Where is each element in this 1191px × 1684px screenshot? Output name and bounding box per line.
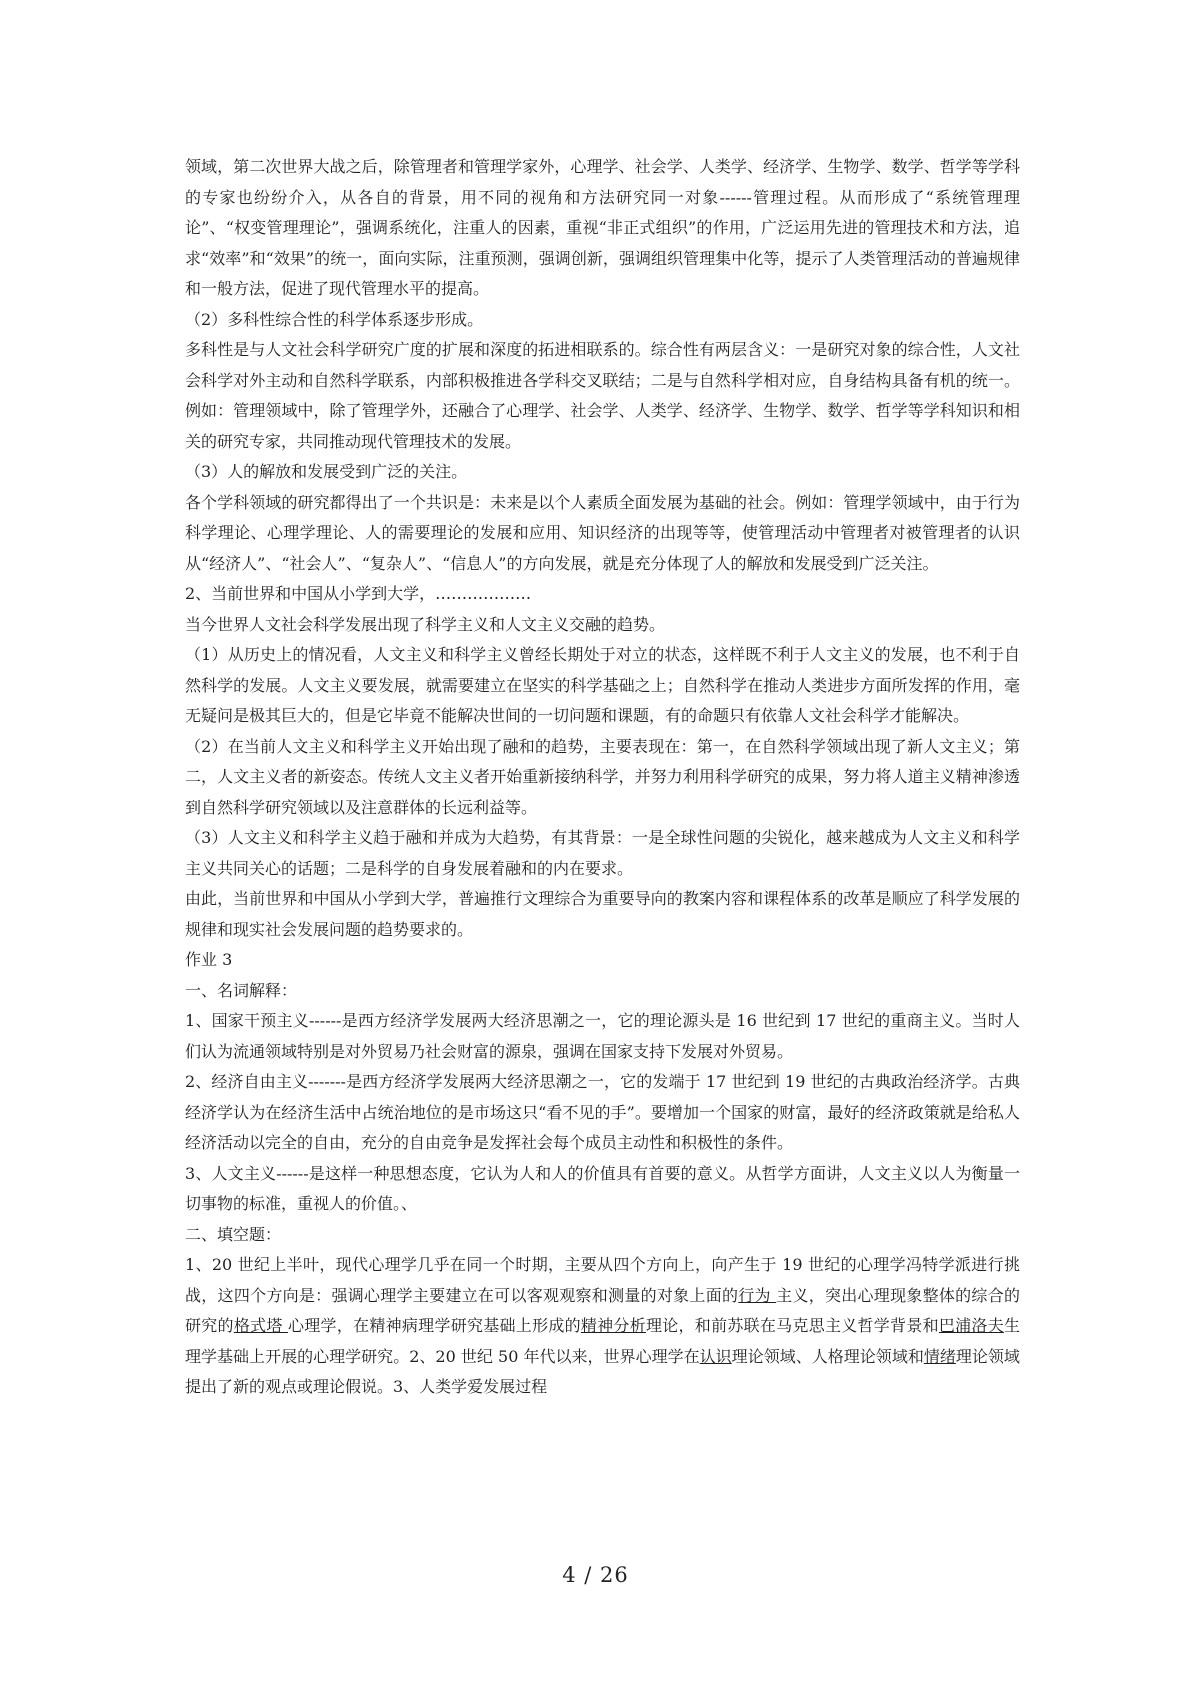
fill-answer: 精神分析 [580, 1316, 646, 1335]
fill-answer: 情绪 [923, 1346, 956, 1366]
fill-answer: 认识 [699, 1346, 732, 1366]
fill-text: 1、20 世纪上半叶，现代心理学几乎在同一个时期，主要从四个方向上，向产生于 19 世纪的心理学冯特学派进行挑战，这四个方向是：强调心理学主要建立在可以客观观察和测量的对象上面的 [185, 1255, 1020, 1305]
fill-text: 理论，和前苏联在马克思主义哲学背景和 [645, 1316, 939, 1335]
section-heading: 作业 3 [185, 950, 233, 969]
fill-answer: 行为 [738, 1285, 777, 1305]
paragraph: 2、当前世界和中国从小学到大学，……………… [185, 584, 532, 603]
section-heading: 二、填空题： [185, 1224, 282, 1244]
paragraph: （2）多科性综合性的科学体系逐步形成。 [185, 309, 484, 329]
paragraph: 2、经济自由主义-------是西方经济学发展两大经济思潮之一，它的发端于 17 世纪到 19 世纪的古典政治经济学。古典经济学认为在经济生活中占统治地位的是市场这只“看不见的手”。要增加一个国家的财富，最好的经济政策就是给私人经济活动以完全的自由，充分的自由竞争是发挥社会每个成员主动性和积极性的条件。 [185, 1072, 1020, 1152]
paragraph: 当今世界人文社会科学发展出现了科学主义和人文主义交融的趋势。 [185, 614, 666, 634]
page-number: 4 / 26 [562, 1563, 629, 1587]
fill-answer: 巴浦洛夫 [938, 1316, 1004, 1335]
paragraph: 领域，第二次世界大战之后，除管理者和管理学家外，心理学、社会学、人类学、经济学、生物学、数学、哲学等学科的专家也纷纷介入，从各自的背景，用不同的视角和方法研究同一对象------管理过程。从而形成了“系统管理理论”、“权变管理理论”，强调系统化，注重人的因素，重视“非正式组织”的作用，广泛运用先进的管理技术和方法，追求“效率”和“效果”的统一，面向实际，注重预测，强调创新，强调组织管理集中化等，提示了人类管理活动的普遍规律和一般方法，促进了现代管理水平的提高。 [185, 157, 1020, 298]
paragraph: 各个学科领域的研究都得出了一个共识是：未来是以个人素质全面发展为基础的社会。例如：管理学领域中，由于行为科学理论、心理学理论、人的需要理论的发展和应用、知识经济的出现等等，使管理活动中管理者对被管理者的认识从“经济人”、“社会人”、“复杂人”、“信息人”的方向发展，就是充分体现了人的解放和发展受到广泛关注。 [185, 492, 1020, 573]
paragraph: 多科性是与人文社会科学研究广度的扩展和深度的拓进相联系的。综合性有两层含义：一是研究对象的综合性，人文社会科学对外主动和自然科学联系，内部积极推进各学科交叉联结；二是与自然科学相对应，自身结构具备有机的统一。例如：管理领域中，除了管理学外，还融合了心理学、社会学、人类学、经济学、生物学、数学、哲学等学科知识和相关的研究专家，共同推动现代管理技术的发展。 [185, 340, 1020, 451]
fill-text: 理论领域提出了新的观点或理论假说。3、人类学爱发展过程 [185, 1346, 1020, 1396]
paragraph: （2）在当前人文主义和科学主义开始出现了融和的趋势，主要表现在：第一，在自然科学领域出现了新人文主义；第二，人文主义者的新姿态。传统人文主义者开始重新接纳科学，并努力利用科学研究的成果，努力将人道主义精神渗透到自然科学研究领域以及注意群体的长远利益等。 [185, 736, 1020, 817]
fill-text: 生理学基础上开展的心理学研究。2、20 世纪 50 年代以来，世界心理学在 [185, 1316, 1020, 1366]
fill-answer: 格式塔 [233, 1316, 288, 1335]
paragraph: （1）从历史上的情况看，人文主义和科学主义曾经长期处于对立的状态，这样既不利于人文主义的发展，也不利于自然科学的发展。人文主义要发展，就需要建立在坚实的科学基础之上；自然科学在推动人类进步方面所发挥的作用，毫无疑问是极其巨大的，但是它毕竟不能解决世间的一切问题和课题，有的命题只有依靠人文社会科学才能解决。 [185, 645, 1020, 725]
fill-text: 理论领域、人格理论领域和 [731, 1346, 924, 1366]
page-content [185, 152, 1020, 1403]
fill-text: 心理学，在精神病理学研究基础上形成的 [288, 1316, 581, 1335]
paragraph: 由此，当前世界和中国从小学到大学，普遍推行文理综合为重要导向的教案内容和课程体系的改革是顺应了科学发展的规律和现实社会发展问题的趋势要求的。 [185, 889, 1020, 939]
fill-in-paragraph [185, 1250, 1020, 1403]
paragraph: 3、人文主义------是这样一种思想态度，它认为人和人的价值具有首要的意义。从哲学方面讲，人文主义以人为衡量一切事物的标准，重视人的价值。、 [185, 1163, 1020, 1213]
paragraph: 1、国家干预主义------是西方经济学发展两大经济思潮之一，它的理论源头是 16 世纪到 17 世纪的重商主义。当时人们认为流通领域特别是对外贸易乃社会财富的源泉，强调在国家支持下发展对外贸易。 [185, 1011, 1020, 1061]
fill-text: 主义，突出心理现象整体的综合的研究的 [185, 1285, 1020, 1335]
section-heading: 一、名词解释： [185, 980, 298, 1000]
paragraph: （3）人文主义和科学主义趋于融和并成为大趋势，有其背景：一是全球性问题的尖锐化，越来越成为人文主义和科学主义共同关心的话题；二是科学的自身发展着融和的内在要求。 [185, 828, 1020, 878]
paragraph: （3）人的解放和发展受到广泛的关注。 [185, 462, 468, 481]
